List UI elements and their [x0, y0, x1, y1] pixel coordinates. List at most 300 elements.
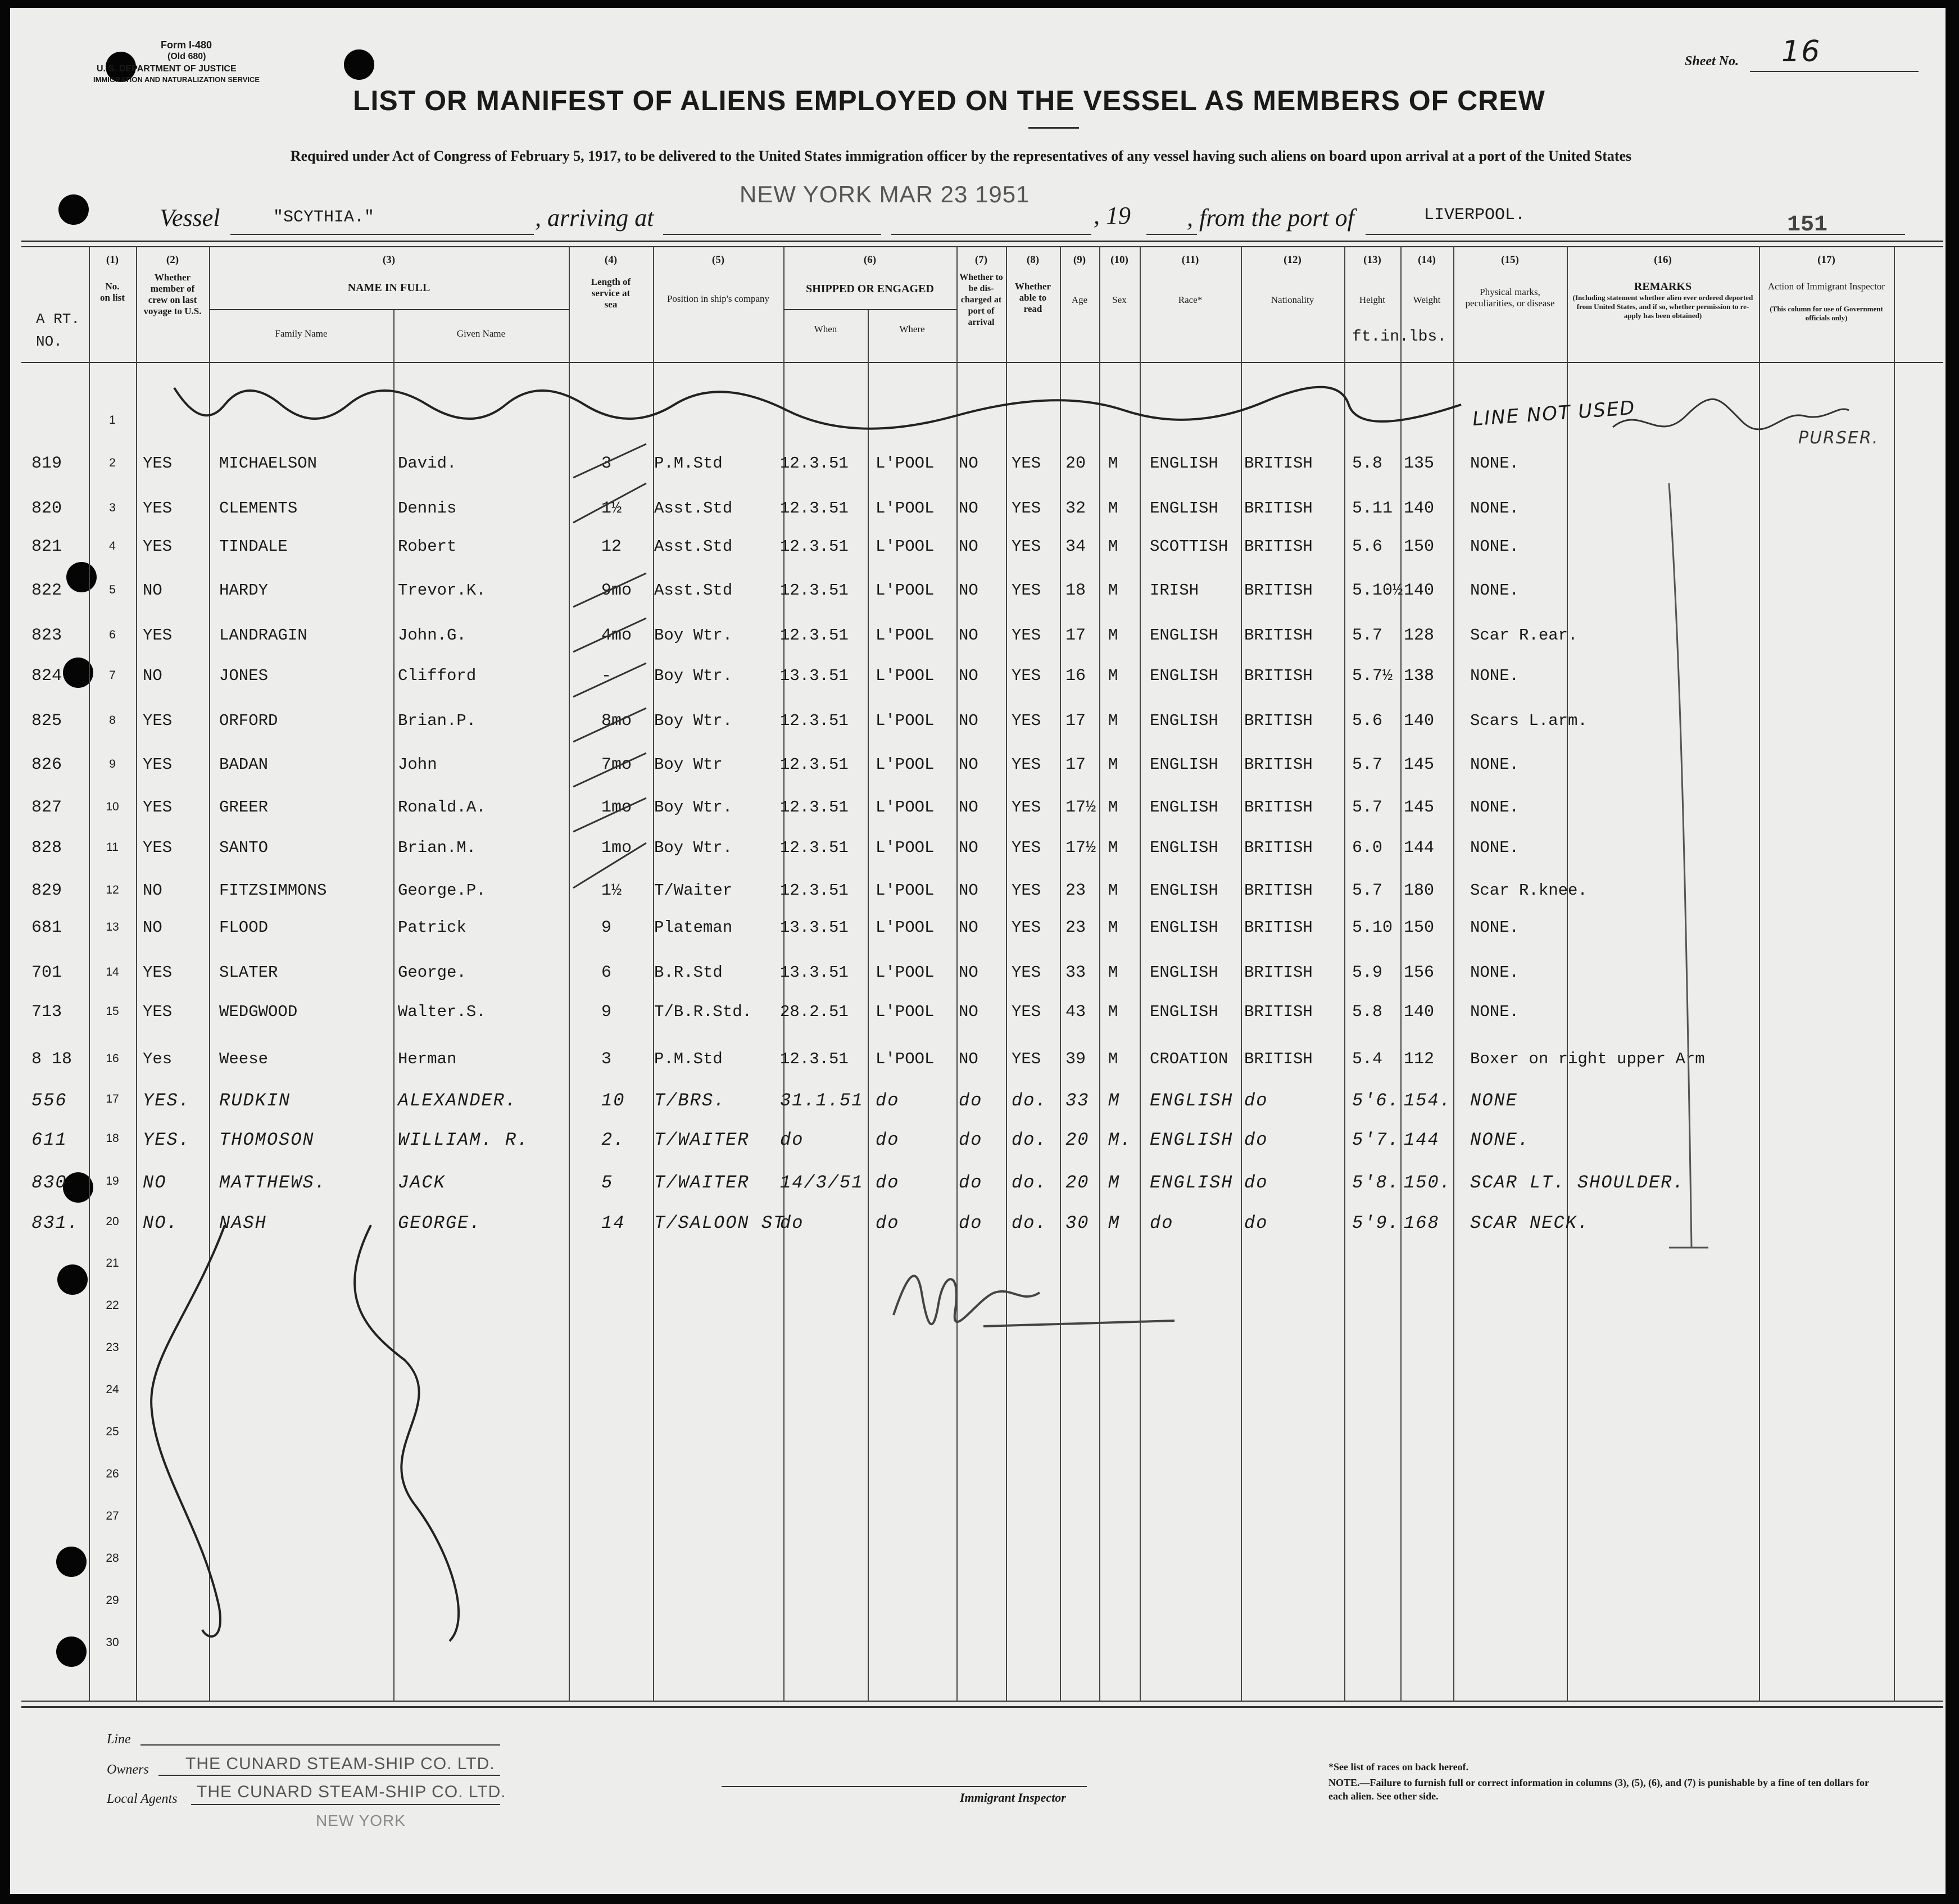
col-divider — [1453, 246, 1454, 1702]
height: 5.8 — [1352, 1003, 1383, 1022]
line-number: 25 — [106, 1425, 119, 1438]
position: Asst.Std — [654, 537, 733, 556]
col-num-14: (14) — [1418, 254, 1436, 266]
position: T/WAITER — [654, 1172, 750, 1193]
shipped-subheader-rule — [783, 309, 956, 310]
length-of-service: 9 — [601, 918, 612, 937]
old-form-number: (Old 680) — [167, 52, 206, 61]
position: P.M.Std — [654, 1050, 723, 1068]
from-port-label: , from the port of — [1187, 204, 1354, 232]
col-header-9: Age — [1071, 294, 1088, 305]
sex: M — [1108, 537, 1118, 556]
crew-last-voyage: NO — [143, 581, 162, 600]
line-not-used-note: LINE NOT USED — [1471, 396, 1636, 431]
length-of-service: 2. — [601, 1130, 625, 1150]
nationality: do — [1244, 1090, 1268, 1111]
shipped-where: L'POOL — [876, 918, 935, 937]
table-bottom-rule — [21, 1701, 1943, 1702]
given-name: John.G. — [398, 626, 466, 645]
punch-hole — [66, 562, 97, 592]
weight: 140 — [1404, 499, 1435, 518]
age: 30 — [1065, 1213, 1090, 1234]
art-number: 819 — [31, 454, 62, 473]
given-name: Clifford — [398, 667, 477, 685]
punch-hole — [344, 49, 374, 80]
race: ENGLISH — [1150, 626, 1218, 645]
shipped-where: L'POOL — [876, 581, 935, 600]
shipped-when: 12.3.51 — [780, 581, 849, 600]
shipped-when: 13.3.51 — [780, 667, 849, 685]
line-number: 16 — [106, 1052, 119, 1065]
footer-line-underline — [140, 1744, 500, 1746]
name-subheader-rule — [209, 309, 569, 310]
length-of-service: 3 — [601, 1050, 612, 1069]
able-to-read: YES — [1012, 755, 1041, 774]
shipped-where: L'POOL — [876, 755, 935, 774]
form-title-rule — [1028, 127, 1079, 129]
shipped-when: 12.3.51 — [780, 454, 849, 473]
weight: 140 — [1404, 1003, 1435, 1022]
able-to-read: YES — [1012, 1050, 1041, 1068]
vessel-label: Vessel — [160, 204, 220, 232]
physical-marks: NONE. — [1470, 454, 1520, 473]
port-name: LIVERPOOL. — [1424, 206, 1526, 225]
length-of-service: 1mo — [601, 838, 632, 858]
nationality: BRITISH — [1244, 755, 1313, 774]
sex: M — [1108, 1050, 1118, 1068]
crew-last-voyage: NO — [143, 918, 162, 937]
race: ENGLISH — [1150, 881, 1218, 900]
discharged: NO — [959, 881, 978, 900]
given-name: Patrick — [398, 918, 466, 937]
physical-marks: NONE. — [1470, 581, 1520, 600]
discharged: NO — [959, 454, 978, 473]
col-num-17: (17) — [1817, 254, 1835, 266]
race: IRISH — [1150, 581, 1199, 600]
given-name: John — [398, 755, 437, 774]
art-number: 824 — [31, 667, 62, 686]
age: 20 — [1065, 454, 1086, 473]
nationality: do — [1244, 1213, 1268, 1234]
col-header-6: SHIPPED OR ENGAGED — [806, 283, 934, 295]
sex: M — [1108, 499, 1118, 518]
physical-marks: SCAR LT. SHOULDER. — [1470, 1172, 1685, 1193]
shipped-when: do — [780, 1213, 804, 1234]
position: Boy Wtr — [654, 755, 723, 774]
col-header-11: Race* — [1178, 294, 1203, 305]
shipped-where: do — [876, 1172, 900, 1193]
shipped-when: 12.3.51 — [780, 838, 849, 857]
length-of-service: 14 — [601, 1213, 625, 1234]
line-number: 19 — [106, 1175, 119, 1187]
nationality: do — [1244, 1130, 1268, 1150]
crew-last-voyage: NO. — [143, 1213, 179, 1234]
line-number: 17 — [106, 1092, 119, 1105]
crew-last-voyage: NO — [143, 667, 162, 685]
discharged: NO — [959, 499, 978, 518]
shipped-when: 12.3.51 — [780, 755, 849, 774]
height: 5'9. — [1352, 1213, 1400, 1234]
age: 39 — [1065, 1050, 1086, 1069]
signature-scribble — [1607, 393, 1854, 450]
position: T/SALOON ST — [654, 1213, 786, 1234]
position: Boy Wtr. — [654, 838, 733, 857]
position: Boy Wtr. — [654, 667, 733, 685]
crew-last-voyage: YES — [143, 963, 173, 982]
physical-marks: NONE. — [1470, 499, 1520, 518]
shipped-when: do — [780, 1130, 804, 1150]
line-number: 5 — [109, 583, 116, 596]
family-name: ORFORD — [219, 711, 278, 730]
race: ENGLISH — [1150, 755, 1218, 774]
discharged: NO — [959, 798, 978, 817]
art-number: 611 — [31, 1130, 67, 1150]
line-number: 24 — [106, 1383, 119, 1396]
height: 5.7 — [1352, 755, 1383, 774]
list-number: 151 — [1787, 212, 1828, 238]
art-number: 828 — [31, 838, 62, 858]
given-name: GEORGE. — [398, 1213, 482, 1234]
weight: 138 — [1404, 667, 1435, 686]
family-name: LANDRAGIN — [219, 626, 307, 645]
discharged: do — [959, 1090, 983, 1111]
family-name: MICHAELSON — [219, 454, 318, 473]
family-name: WEDGWOOD — [219, 1003, 298, 1021]
table-top-rule — [21, 241, 1943, 242]
family-name: THOMOSON — [219, 1130, 315, 1150]
position: P.M.Std — [654, 454, 723, 473]
weight: 144 — [1404, 1130, 1440, 1150]
inspector-initials — [882, 1236, 1186, 1360]
line-not-used-scribble — [169, 371, 1472, 433]
able-to-read: YES — [1012, 581, 1041, 600]
physical-marks: Scar R.ear. — [1470, 626, 1578, 645]
sex: M — [1108, 1213, 1121, 1234]
line-number: 10 — [106, 800, 119, 813]
physical-marks: Scars L.arm. — [1470, 711, 1588, 730]
length-of-service: 1½ — [601, 499, 622, 518]
shipped-when: 12.3.51 — [780, 499, 849, 518]
family-name: FITZSIMMONS — [219, 881, 327, 900]
given-name: JACK — [398, 1172, 446, 1193]
age: 16 — [1065, 667, 1086, 686]
height: 5.4 — [1352, 1050, 1383, 1069]
shipped-where: L'POOL — [876, 667, 935, 685]
physical-marks: Boxer on right upper Arm — [1470, 1050, 1705, 1068]
sex: M — [1108, 798, 1118, 817]
weight: 150 — [1404, 918, 1435, 937]
shipped-where: L'POOL — [876, 798, 935, 817]
able-to-read: YES — [1012, 454, 1041, 473]
col-num-13: (13) — [1363, 254, 1381, 266]
sex: M. — [1108, 1130, 1132, 1150]
crew-last-voyage: NO — [143, 1172, 167, 1193]
col-num-1: (1) — [106, 254, 119, 266]
shipped-when: 13.3.51 — [780, 963, 849, 982]
line-number: 14 — [106, 965, 119, 978]
unused-lines-scribble — [135, 1214, 562, 1652]
weight: 168 — [1404, 1213, 1440, 1234]
height: 5.10 — [1352, 918, 1393, 937]
col-divider — [89, 246, 90, 1702]
race: ENGLISH — [1150, 963, 1218, 982]
nationality: BRITISH — [1244, 537, 1313, 556]
crew-last-voyage: YES — [143, 1003, 173, 1021]
art-number: 827 — [31, 798, 62, 817]
able-to-read: YES — [1012, 838, 1041, 857]
length-of-service: 3 — [601, 454, 612, 473]
col-header-15: Physical marks, peculiarities, or disease — [1465, 287, 1555, 309]
line-number: 30 — [106, 1636, 119, 1649]
sheet-label: Sheet No. — [1685, 54, 1739, 69]
weight: 140 — [1404, 581, 1435, 600]
shipped-when: 13.3.51 — [780, 918, 849, 937]
col-header-17: Action of Immigrant Inspector — [1767, 281, 1885, 292]
family-name: JONES — [219, 667, 269, 685]
punch-hole — [57, 1264, 88, 1295]
family-name: MATTHEWS. — [219, 1172, 326, 1193]
line-number: 29 — [106, 1594, 119, 1607]
punch-hole — [56, 1547, 87, 1577]
footer-races-note: *See list of races on back hereof. — [1328, 1761, 1469, 1772]
height: 5.6 — [1352, 537, 1383, 556]
shipped-when: 31.1.51 — [780, 1090, 864, 1111]
height: 5.11 — [1352, 499, 1393, 518]
col-num-6: (6) — [863, 254, 877, 266]
shipped-when: 12.3.51 — [780, 537, 849, 556]
given-name: David. — [398, 454, 457, 473]
sex: M — [1108, 881, 1118, 900]
shipped-when: 12.3.51 — [780, 626, 849, 645]
race: CROATION — [1150, 1050, 1228, 1068]
form-title: LIST OR MANIFEST OF ALIENS EMPLOYED ON THE VESSEL AS MEMBERS OF CREW — [353, 85, 1545, 116]
shipped-when: 12.3.51 — [780, 798, 849, 817]
given-name: George. — [398, 963, 466, 982]
discharged: do — [959, 1213, 983, 1234]
race: ENGLISH — [1150, 667, 1218, 685]
race: ENGLISH — [1150, 1090, 1234, 1111]
family-name: CLEMENTS — [219, 499, 298, 518]
position: T/Waiter — [654, 881, 733, 900]
remarks-pencil-line — [1663, 483, 1708, 1259]
race: ENGLISH — [1150, 838, 1218, 857]
family-name: NASH — [219, 1213, 267, 1234]
race: ENGLISH — [1150, 499, 1218, 518]
physical-marks: NONE. — [1470, 798, 1520, 817]
given-name: Herman — [398, 1050, 457, 1068]
shipped-when: 12.3.51 — [780, 1050, 849, 1068]
age: 23 — [1065, 918, 1086, 937]
col-header-7: Whether to be dis-charged at port of arrival — [959, 273, 1003, 327]
col-divider — [956, 246, 958, 1702]
length-of-service: 9mo — [601, 581, 632, 600]
shipped-where: L'POOL — [876, 626, 935, 645]
given-name: Brian.M. — [398, 838, 477, 857]
family-name: TINDALE — [219, 537, 288, 556]
col-header-16-note: (Including statement whether alien ever ordered deported from United States, and if so, whether permission to re-apply has been obtained) — [1572, 293, 1753, 320]
length-of-service: 12 — [601, 537, 622, 556]
length-of-service: 10 — [601, 1090, 625, 1111]
position: Asst.Std — [654, 499, 733, 518]
age: 20 — [1065, 1172, 1090, 1193]
line-number: 2 — [109, 456, 116, 469]
shipped-where: L'POOL — [876, 454, 935, 473]
footer-agents-underline — [191, 1804, 500, 1805]
able-to-read: do. — [1012, 1090, 1047, 1111]
line-number: 11 — [106, 841, 119, 854]
position: Plateman — [654, 918, 733, 937]
able-to-read: YES — [1012, 798, 1041, 817]
sex: M — [1108, 626, 1118, 645]
race: ENGLISH — [1150, 918, 1218, 937]
discharged: NO — [959, 626, 978, 645]
discharged: NO — [959, 581, 978, 600]
shipped-when: 14/3/51 — [780, 1172, 864, 1193]
able-to-read: YES — [1012, 1003, 1041, 1021]
physical-marks: NONE. — [1470, 963, 1520, 982]
sex: M — [1108, 454, 1118, 473]
length-of-service: 6 — [601, 963, 612, 982]
line-number: 20 — [106, 1215, 119, 1228]
sex: M — [1108, 711, 1118, 730]
col-header-1: No. on list — [100, 281, 125, 303]
shipped-where: L'POOL — [876, 711, 935, 730]
footer-penalty-note: NOTE.—Failure to furnish full or correct information in columns (3), (5), (6), and (7) is punishable by a fine of ten dollars for each alien. See other side. — [1328, 1777, 1869, 1802]
race: ENGLISH — [1150, 1003, 1218, 1021]
vessel-name: "SCYTHIA." — [273, 208, 375, 227]
age: 18 — [1065, 581, 1086, 600]
art-number: 681 — [31, 918, 62, 937]
shipped-where: do — [876, 1130, 900, 1150]
weight: 135 — [1404, 454, 1435, 473]
line-number: 21 — [106, 1257, 119, 1270]
given-name: Brian.P. — [398, 711, 477, 730]
able-to-read: YES — [1012, 963, 1041, 982]
physical-marks: SCAR NECK. — [1470, 1213, 1590, 1234]
shipped-where: do — [876, 1090, 900, 1111]
col-num-15: (15) — [1501, 254, 1519, 266]
line-number: 4 — [109, 540, 116, 552]
length-of-service: - — [601, 667, 612, 686]
discharged: do — [959, 1130, 983, 1150]
crew-last-voyage: YES — [143, 755, 173, 774]
arriving-underline — [663, 234, 881, 235]
weight: 150 — [1404, 537, 1435, 556]
age: 23 — [1065, 881, 1086, 900]
race: ENGLISH — [1150, 711, 1218, 730]
discharged: NO — [959, 1003, 978, 1021]
units-label: ft.in.lbs. — [1352, 328, 1447, 346]
inspector-signature-line — [722, 1786, 1087, 1787]
shipped-where: L'POOL — [876, 881, 935, 900]
arrival-stamp: NEW YORK MAR 23 1951 — [740, 181, 1030, 207]
position: Asst.Std — [654, 581, 733, 600]
art-number: 829 — [31, 881, 62, 900]
shipped-when: 12.3.51 — [780, 711, 849, 730]
nationality: BRITISH — [1244, 881, 1313, 900]
family-name: FLOOD — [219, 918, 269, 937]
able-to-read: YES — [1012, 537, 1041, 556]
shipped-where: L'POOL — [876, 499, 935, 518]
col-header-4: Length of service at sea — [591, 276, 631, 310]
col-header-3: NAME IN FULL — [347, 282, 430, 294]
weight: 150. — [1404, 1172, 1452, 1193]
length-of-service: 5 — [601, 1172, 614, 1193]
art-number: 823 — [31, 626, 62, 645]
col-header-ar-no: A RT. NO. — [36, 311, 80, 350]
col-divider — [1759, 246, 1760, 1702]
weight: 145 — [1404, 798, 1435, 817]
sheet-number: 16 — [1781, 35, 1821, 69]
footer-owners-label: Owners — [107, 1762, 149, 1777]
col-header-14: Weight — [1413, 294, 1441, 305]
col-header-when: When — [814, 324, 837, 334]
shipped-where: L'POOL — [876, 1050, 935, 1068]
crew-last-voyage: YES — [143, 537, 173, 556]
age: 43 — [1065, 1003, 1086, 1022]
col-divider — [1567, 246, 1568, 1702]
crew-last-voyage: YES — [143, 798, 173, 817]
col-header-16: REMARKS — [1634, 280, 1692, 293]
punch-hole — [56, 1636, 87, 1667]
col-header-where: Where — [899, 324, 925, 334]
height: 5.10½ — [1352, 581, 1403, 600]
family-name: HARDY — [219, 581, 269, 600]
able-to-read: YES — [1012, 499, 1041, 518]
discharged: NO — [959, 711, 978, 730]
col-divider — [1241, 246, 1242, 1702]
footer-owners-value: THE CUNARD STEAM-SHIP CO. LTD. — [185, 1755, 495, 1773]
family-name: SLATER — [219, 963, 278, 982]
age: 33 — [1065, 1090, 1090, 1111]
crew-last-voyage: NO — [143, 881, 162, 900]
age: 20 — [1065, 1130, 1090, 1150]
col-divider — [868, 309, 869, 1702]
race: ENGLISH — [1150, 798, 1218, 817]
crew-last-voyage: YES — [143, 711, 173, 730]
col-header-8: Whether able to read — [1014, 281, 1051, 314]
table-top-rule-2 — [21, 246, 1943, 247]
col-header-10: Sex — [1112, 294, 1127, 305]
art-number: 556 — [31, 1090, 67, 1111]
line-number: 22 — [106, 1299, 119, 1312]
position: Boy Wtr. — [654, 626, 733, 645]
col-num-9: (9) — [1073, 254, 1086, 266]
vessel-underline — [230, 234, 534, 235]
shipped-when: 12.3.51 — [780, 881, 849, 900]
col-header-12: Nationality — [1271, 294, 1314, 305]
line-number: 6 — [109, 628, 116, 641]
family-name: GREER — [219, 798, 269, 817]
given-name: Dennis — [398, 499, 457, 518]
shipped-where: do — [876, 1213, 900, 1234]
col-header-5: Position in ship's company — [666, 293, 770, 304]
able-to-read: do. — [1012, 1130, 1047, 1150]
header-bottom-rule — [21, 362, 1943, 363]
col-num-5: (5) — [711, 254, 725, 266]
footer-agents-label: Local Agents — [107, 1792, 178, 1806]
art-number: 830 — [31, 1172, 67, 1193]
department-name: U. S. DEPARTMENT OF JUSTICE — [97, 64, 237, 74]
footer-agents-city: NEW YORK — [316, 1812, 406, 1829]
line-number: 1 — [109, 414, 116, 427]
height: 5'7. — [1352, 1130, 1400, 1150]
able-to-read: YES — [1012, 881, 1041, 900]
crew-last-voyage: YES — [143, 838, 173, 857]
crew-last-voyage: Yes — [143, 1050, 173, 1068]
able-to-read: YES — [1012, 711, 1041, 730]
discharged: NO — [959, 755, 978, 774]
